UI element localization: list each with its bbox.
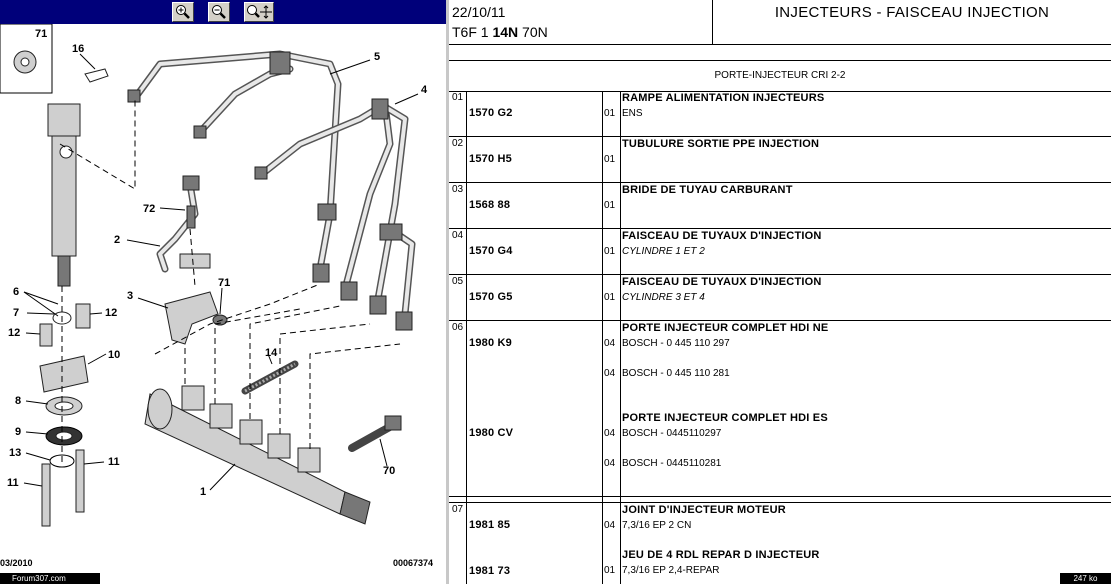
parts-list-pane <box>449 0 1111 584</box>
table-row[interactable] <box>449 321 1111 497</box>
zoom-toolbar <box>0 0 446 24</box>
callout-label: 5 <box>374 51 381 63</box>
part-reference: 1570 G5 <box>469 291 513 303</box>
part-subtext: 7,3/16 EP 2 CN <box>622 520 692 531</box>
part-subtext: BOSCH - 0445110281 <box>622 458 722 469</box>
part-description: JEU DE 4 RDL REPAR D INJECTEUR <box>622 549 820 561</box>
row-number: 02 <box>452 138 464 149</box>
part-description: FAISCEAU DE TUYAUX D'INJECTION <box>622 276 822 288</box>
part-quantity: 04 <box>604 428 616 439</box>
table-row[interactable] <box>449 183 1111 229</box>
table-row[interactable] <box>449 91 1111 137</box>
zoom-out-icon <box>211 4 227 20</box>
zoom-in-icon <box>175 4 191 20</box>
part-reference: 1570 G2 <box>469 107 513 119</box>
callout-label: 2 <box>114 234 121 246</box>
part-subtext: CYLINDRE 1 ET 2 <box>622 246 705 257</box>
part-description: PORTE INJECTEUR COMPLET HDI ES <box>622 412 828 424</box>
part-quantity: 01 <box>604 200 616 211</box>
zoom-in-button[interactable] <box>172 2 194 22</box>
callout-label: 7 <box>13 307 20 319</box>
injector-seals <box>40 304 90 526</box>
bride-part <box>180 254 210 268</box>
callout-label: 16 <box>72 43 85 55</box>
callout-label: 12 <box>105 307 118 319</box>
table-row[interactable] <box>449 229 1111 275</box>
part-subtext: 7,3/16 EP 2,4-REPAR <box>622 565 720 576</box>
fuel-rail <box>145 386 370 524</box>
zoom-move-icon <box>246 4 272 20</box>
table-row[interactable] <box>449 137 1111 183</box>
callout-label: 11 <box>7 477 19 489</box>
callout-label: 6 <box>13 286 20 298</box>
zoom-move-button[interactable] <box>244 2 274 22</box>
callout-label: 11 <box>108 456 120 468</box>
callout-label: 3 <box>127 290 134 302</box>
part-description: JOINT D'INJECTEUR MOTEUR <box>622 504 786 516</box>
row-number: 04 <box>452 230 464 241</box>
part-description: TUBULURE SORTIE PPE INJECTION <box>622 138 820 150</box>
row-number: 07 <box>452 504 464 515</box>
section-subtitle <box>449 60 1111 92</box>
site-watermark: Forum307.com <box>0 573 100 584</box>
engine-code <box>452 24 548 40</box>
diagram-reference: 00067374 <box>393 558 434 568</box>
table-row[interactable] <box>449 275 1111 321</box>
header-date: 22/10/11 <box>452 4 506 20</box>
engine-code-prefix: T6F 1 <box>452 24 493 40</box>
diagram-date: 03/2010 <box>0 558 33 568</box>
callout-label: 9 <box>15 426 22 438</box>
callout-label: 71 <box>35 28 48 40</box>
part-subtext: BOSCH - 0 445 110 297 <box>622 338 730 349</box>
callout-label: 10 <box>108 349 121 361</box>
part-subtext: BOSCH - 0 445 110 281 <box>622 368 730 379</box>
part-reference: 1981 73 <box>469 565 511 577</box>
support-part <box>165 292 218 344</box>
engine-code-bold: 14N <box>492 24 519 40</box>
part-reference: 1981 85 <box>469 519 511 531</box>
part-subtext: ENS <box>622 108 643 119</box>
part-quantity: 04 <box>604 520 616 531</box>
parts-table <box>449 91 1111 584</box>
injection-pipes <box>128 52 412 330</box>
part-quantity: 01 <box>604 246 616 257</box>
part-description: RAMPE ALIMENTATION INJECTEURS <box>622 92 825 104</box>
row-number: 06 <box>452 322 464 333</box>
callout-label: 72 <box>143 203 156 215</box>
file-size-status: 247 ko <box>1060 573 1111 584</box>
part-reference: 1568 88 <box>469 199 511 211</box>
engine-code-suffix: 70N <box>518 24 548 40</box>
row-number: 03 <box>452 184 464 195</box>
injector-body <box>48 104 80 286</box>
callout-label: 13 <box>9 447 22 459</box>
part-reference: 1980 CV <box>469 427 514 439</box>
diagram-pane <box>0 0 446 584</box>
page-title: INJECTEURS - FAISCEAU INJECTION <box>774 4 1050 21</box>
bolt-part <box>187 206 195 228</box>
zoom-out-button[interactable] <box>208 2 230 22</box>
part-quantity: 01 <box>604 154 616 165</box>
table-row[interactable] <box>449 502 1111 585</box>
part-reference: 1570 G4 <box>469 245 513 257</box>
exploded-parts-diagram <box>0 24 446 558</box>
page-header <box>449 0 1111 45</box>
callout-label: 70 <box>383 465 396 477</box>
part-reference: 1570 H5 <box>469 153 512 165</box>
callout-label: 8 <box>15 395 22 407</box>
part-subtext: CYLINDRE 3 ET 4 <box>622 292 705 303</box>
part-reference: 1980 K9 <box>469 337 512 349</box>
vehicle-info <box>449 0 713 44</box>
callout-label: 12 <box>8 327 21 339</box>
part-quantity: 04 <box>604 458 616 469</box>
part-quantity: 04 <box>604 368 616 379</box>
row-number: 05 <box>452 276 464 287</box>
clip-part <box>85 69 108 82</box>
callout-label: 71 <box>218 277 231 289</box>
part-subtext: BOSCH - 0445110297 <box>622 428 722 439</box>
part-description: BRIDE DE TUYAU CARBURANT <box>622 184 793 196</box>
part-quantity: 04 <box>604 338 616 349</box>
callout-label: 14 <box>265 347 278 359</box>
part-quantity: 01 <box>604 292 616 303</box>
row-number: 01 <box>452 92 464 103</box>
part-quantity: 01 <box>604 565 616 576</box>
callout-label: 1 <box>200 486 207 498</box>
part-description: PORTE INJECTEUR COMPLET HDI NE <box>622 322 829 334</box>
part-quantity: 01 <box>604 108 616 119</box>
callout-label: 4 <box>421 84 428 96</box>
subtitle-text: PORTE-INJECTEUR CRI 2-2 <box>714 70 846 81</box>
part-description: FAISCEAU DE TUYAUX D'INJECTION <box>622 230 822 242</box>
